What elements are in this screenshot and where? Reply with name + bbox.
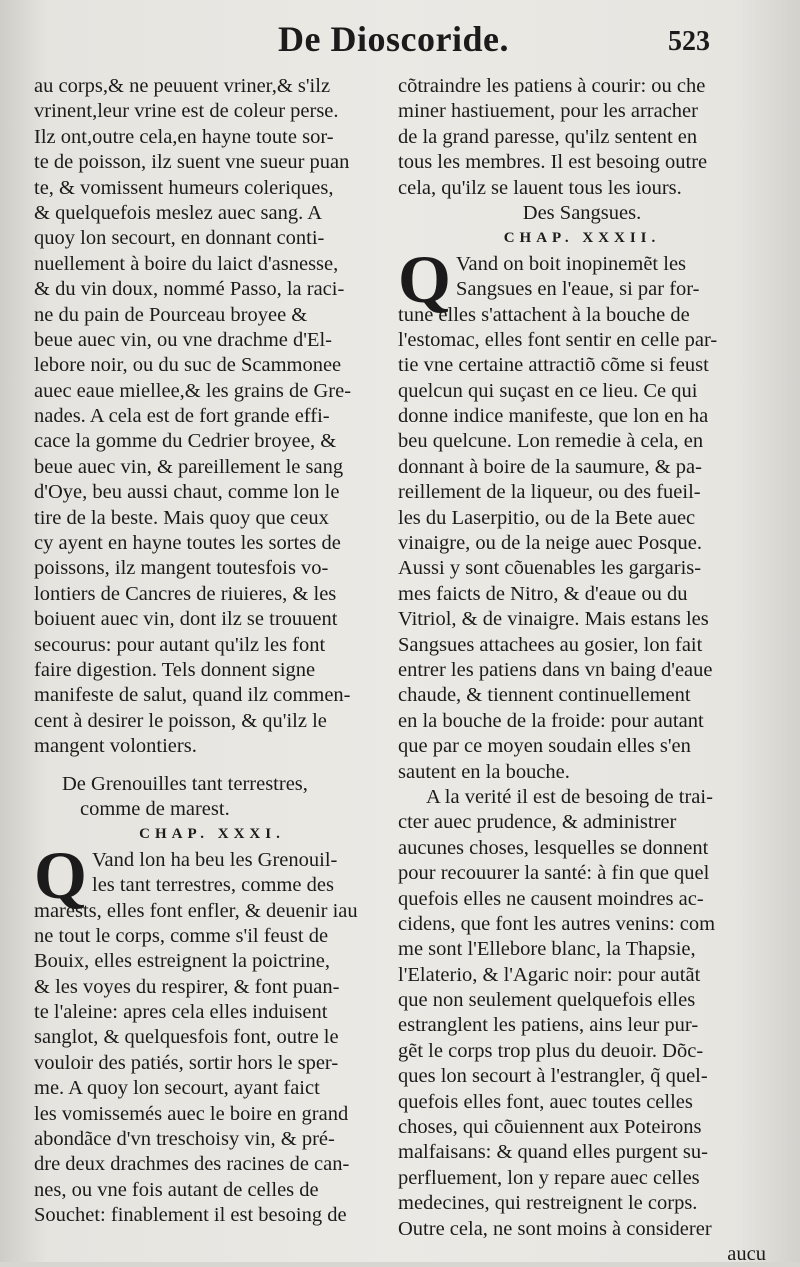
text-line: les vomissemés auec le boire en grand [34,1102,349,1125]
right-column [398,74,766,1267]
text-line: beu quelcune. Lon remedie à cela, en [398,430,704,453]
text-line: mes faicts de Nitro, & d'eaue ou du [398,582,688,605]
chapter-heading: CHAP. XXXI. [139,826,285,843]
text-line: abondãce d'vn treschoisy vin, & pré- [34,1128,335,1151]
text-line: cela, qu'ilz se lauent tous les iours. [398,176,682,199]
text-line: que non seulement quelquefois elles [398,989,696,1012]
text-line: ne tout le corps, comme s'il feust de [34,924,329,947]
text-line: l'estomac, elles font sentir en celle par- [398,328,718,351]
text-line: nuellement à boire du laict d'asnesse, [34,252,339,275]
spacer [34,760,390,772]
text-line: cter auec prudence, & administrer [398,811,677,834]
text-line: cy ayent en hayne toutes les sortes de [34,532,341,555]
text-line: vouloir des patiés, sortir hors le sper- [34,1051,339,1074]
text-line: aucunes choses, lesquelles se donnent [398,836,709,859]
text-line: chaude, & tiennent continuellement [398,684,691,707]
section-title: De Grenouilles tant terrestres, [62,772,308,795]
text-line: ques lon secourt à l'estrangler, q̃ quel- [398,1065,708,1088]
text-line: medecines, qui restreignent le corps. [398,1192,698,1215]
text-line: tie vne certaine attractiõ cõme si feust [398,354,709,377]
text-line: perfluement, lon y repare auec celles [398,1166,700,1189]
text-line: gẽt le corps trop plus du deuoir. Dõc- [398,1039,704,1062]
text-line: A la verité il est de besoing de trai- [426,785,713,808]
text-line: miner hastiuement, pour les arracher [398,100,698,123]
page-header [0,14,800,64]
text-line: que par ce moyen soudain elles s'en [398,735,691,758]
catchword: aucu [727,1242,766,1265]
section-title-continued: comme de marest. [80,797,230,820]
text-line: beue auec vin, & pareillement le sang [34,455,344,478]
text-line: quoy lon secourt, en donnant conti- [34,227,325,250]
text-line: cõtraindre les patiens à courir: ou che [398,75,706,97]
text-line: vrinent,leur vrine est de coleur perse. [34,100,339,123]
text-line: manifeste de salut, quand ilz commen- [34,684,351,707]
text-line: Bouix, elles estreignent la poictrine, [34,950,331,973]
running-head: De Dioscoride. [278,19,509,59]
text-line: & les voyes du respirer, & font puan- [34,975,340,998]
text-line: cace la gomme du Cedrier broyee, & [34,430,337,453]
text-line: te, & vomissent humeurs coleriques, [34,176,334,199]
text-line: choses, qui cõuiennent aux Poteirons [398,1116,702,1139]
text-line: sautent en la bouche. [398,760,570,783]
text-line: estranglent les patiens, ains leur pur- [398,1014,699,1037]
text-line: reillement de la liqueur, ou des fueil- [398,481,701,504]
text-line: te de poisson, ilz suent vne sueur puan [34,151,350,174]
text-line: poissons, ilz mangent toutesfois vo- [34,557,329,580]
text-line: Vand lon ha beu les Grenouil- [92,848,338,871]
text-line: vinaigre, ou de la neige auec Posque. [398,532,702,555]
text-line: donne indice manifeste, que lon en ha [398,405,709,428]
text-line: Souchet: finablement il est besoing de [34,1204,347,1227]
text-line: malfaisans: & quand elles purgent su- [398,1141,708,1164]
left-column [34,74,390,1229]
section-title: Des Sangsues. [522,201,642,224]
text-line: secourus: pour autant qu'ilz les font [34,633,326,656]
text-line: l'Elaterio, & l'Agaric noir: pour autãt [398,963,701,986]
text-line: sanglot, & quelquesfois font, outre le [34,1026,339,1049]
text-line: au corps,& ne peuuent vriner,& s'ilz [34,75,331,97]
text-line: quefois elles ne causent moindres ac- [398,887,704,910]
dropcap-letter: Q [398,240,451,317]
text-line: me sont l'Ellebore blanc, la Thapsie, [398,938,696,961]
text-line: tire de la beste. Mais quoy que ceux [34,506,329,529]
text-line: Sangsues en l'eaue, si par for- [456,278,700,301]
text-line: de la grand paresse, qu'ilz sentent en [398,125,698,148]
text-line: me. A quoy lon secourt, ayant faict [34,1077,320,1100]
text-line: auec eaue miellee,& les grains de Gre- [34,379,352,402]
text-line: Vand on boit inopinemẽt les [456,252,687,275]
text-line: boiuent auec vin, dont ilz se trouuent [34,608,338,631]
text-line: en la bouche de la froide: pour autant [398,709,704,732]
chapter-heading: CHAP. XXXII. [503,230,661,247]
text-line: entrer les patiens dans vn baing d'eaue [398,658,713,681]
left-paragraph [34,74,390,760]
text-line: Sangsues attachees au gosier, lon fait [398,633,703,656]
text-line: nades. A cela est de fort grande effi- [34,405,330,428]
text-line: cidens, que font les autres venins: com [398,912,716,935]
dropcap-letter: Q [34,836,87,913]
text-line: donnant à boire de la saumure, & pa- [398,455,702,478]
text-line: beue auec vin, ou vne drachme d'El- [34,328,332,351]
text-line: Vitriol, & de vinaigre. Mais estans les [398,608,709,631]
page-number: 523 [668,26,710,57]
text-line: d'Oye, beu aussi chaut, comme lon le [34,481,340,504]
text-line: Ilz ont,outre cela,en hayne toute sor- [34,125,334,148]
text-line: quelcun qui suçast en ce lieu. Ce qui [398,379,698,402]
text-line: les tant terrestres, comme des [92,874,334,897]
text-line: & du vin doux, nommé Passo, la raci- [34,278,345,301]
text-line: pour recouurer la santé: à fin que quel [398,862,710,885]
text-line: Aussi y sont cõuenables les gargaris- [398,557,702,580]
text-line: lontiers de Cancres de riuieres, & les [34,582,337,605]
text-line: nes, ou vne fois autant de celles de [34,1178,319,1201]
text-line: dre deux drachmes des racines de can- [34,1153,350,1176]
text-line: cent à desirer le poisson, & qu'ilz le [34,709,327,732]
text-line: faire digestion. Tels donnent signe [34,658,316,681]
text-line: ne du pain de Pourceau broyee & [34,303,308,326]
text-line: marests, elles font enfler, & deuenir iau [34,899,358,922]
text-line: quefois elles font, auec toutes celles [398,1090,693,1113]
text-line: les du Laserpitio, ou de la Bete auec [398,506,696,529]
text-line: Outre cela, ne sont moins à considerer [398,1217,712,1240]
text-line: te l'aleine: apres cela elles induisent [34,1001,328,1024]
text-line: tous les membres. Il est besoing outre [398,151,708,174]
text-line: tune elles s'attachent à la bouche de [398,303,690,326]
text-line: lebore noir, ou du suc de Scammonee [34,354,342,377]
text-line: & quelquefois meslez auec sang. A [34,201,323,224]
text-line: mangent volontiers. [34,735,197,758]
